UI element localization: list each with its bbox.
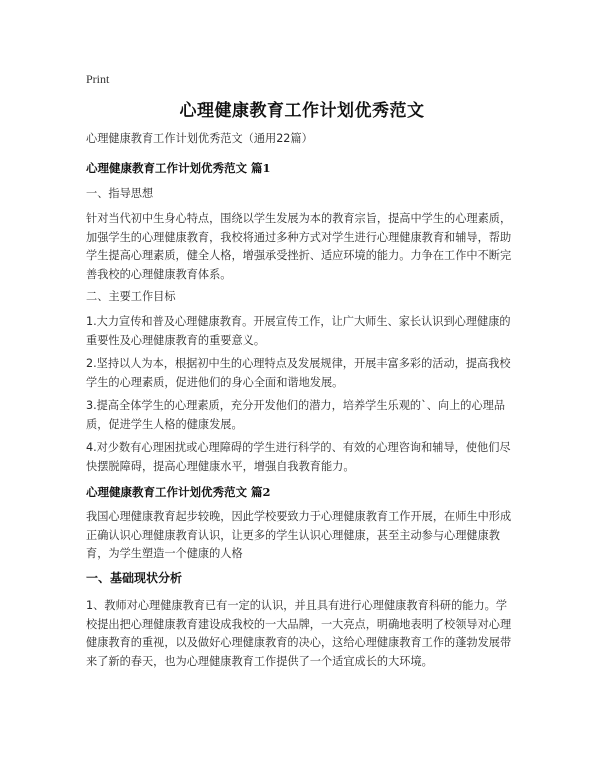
- document-title: 心理健康教育工作计划优秀范文: [179, 101, 425, 121]
- section-2-heading: 心理健康教育工作计划优秀范文 篇2: [86, 485, 271, 499]
- guiding-ideology-paragraph: 针对当代初中生身心特点，围绕以学生发展为本的教育宗旨，提高中学生的心理素质，加强学生的心理健康教育，我校将通过多种方式对学生进行心理健康教育和辅导，帮助学生提高心理素质，健全人格，增强承受挫折、适应环境的能力。力争在工作中不断完善我校的心理健康教育体系。: [86, 212, 512, 281]
- goal-paragraph-4: 4.对少数有心理困扰或心理障碍的学生进行科学的、有效的心理咨询和辅导，使他们尽快摆脱障碍，提高心理健康水平，增强自我教育能力。: [86, 441, 511, 473]
- section-2-intro-paragraph: 我国心理健康教育起步较晚，因此学校要致力于心理健康教育工作开展，在师生中形成正确认识心理健康教育认识，让更多的学生认识心理健康，甚至主动参与心理健康教育，为学生塑造一个健康的人格: [86, 510, 512, 560]
- guiding-ideology-heading: 一、指导思想: [86, 187, 154, 200]
- goal-paragraph-3: 3.提高全体学生的心理素质，充分开发他们的潜力，培养学生乐观的`、向上的心理品质，促进学生人格的健康发展。: [86, 399, 506, 431]
- goal-paragraph-1: 1.大力宣传和普及心理健康教育。开展宣传工作，让广大师生、家长认识到心理健康的重要性及心理健康教育的重要意义。: [86, 315, 511, 347]
- basic-status-paragraph: 1、教师对心理健康教育已有一定的认识，并且具有进行心理健康教育科研的能力。学校提出把心理健康教育建设成我校的一大品牌，一大亮点，明确地表明了校领导对心理健康教育的重视，以及做好心理健康教育的决心，这给心理健康教育工作的蓬勃发展带来了新的春天，也为心理健康教育工作提供了一个适宜成长的大环境。: [86, 599, 512, 668]
- document-subtitle: 心理健康教育工作计划优秀范文（通用22篇）: [86, 132, 313, 145]
- print-label: Print: [86, 72, 110, 86]
- section-1-heading: 心理健康教育工作计划优秀范文 篇1: [86, 161, 271, 175]
- basic-status-heading: 一、基础现状分析: [86, 571, 183, 585]
- goal-paragraph-2: 2.坚持以人为本，根据初中生的心理特点及发展规律，开展丰富多彩的活动，提高我校学生的心理素质，促进他们的身心全面和谐地发展。: [86, 357, 511, 389]
- main-goals-heading: 二、主要工作目标: [86, 290, 176, 303]
